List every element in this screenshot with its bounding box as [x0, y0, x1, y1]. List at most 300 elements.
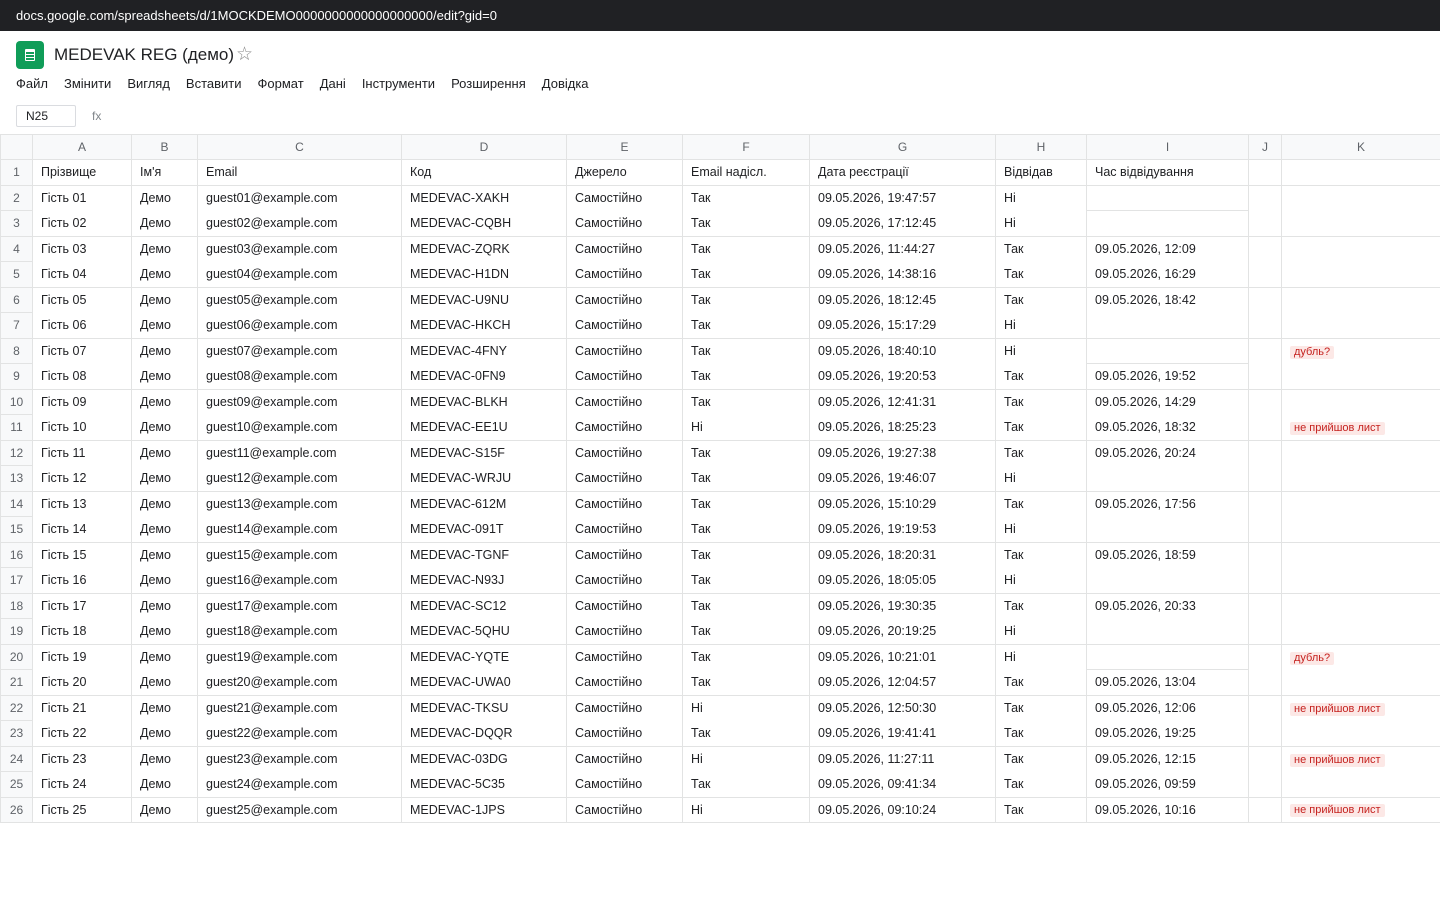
cell[interactable]: MEDEVAC-0FN9 — [402, 364, 567, 390]
cell[interactable]: guest25@example.com — [198, 797, 402, 823]
cell[interactable]: Самостійно — [567, 593, 683, 619]
cell[interactable]: Самостійно — [567, 568, 683, 594]
cell[interactable]: Так — [996, 797, 1087, 823]
cell[interactable]: Гість 15 — [33, 542, 132, 568]
name-box[interactable]: N25 — [16, 105, 76, 127]
cell[interactable] — [1282, 211, 1440, 237]
row-number[interactable]: 4 — [1, 236, 33, 262]
cell[interactable]: 09.05.2026, 13:04 — [1087, 670, 1249, 696]
cell[interactable] — [1282, 287, 1440, 313]
select-all-corner[interactable] — [1, 135, 33, 160]
cell[interactable]: Дата реєстрації — [810, 160, 996, 186]
cell[interactable]: Самостійно — [567, 619, 683, 645]
cell[interactable]: 09.05.2026, 19:20:53 — [810, 364, 996, 390]
cell[interactable]: 09.05.2026, 09:41:34 — [810, 772, 996, 798]
cell[interactable]: Самостійно — [567, 644, 683, 670]
cell[interactable]: 09.05.2026, 19:46:07 — [810, 466, 996, 492]
cell[interactable]: 09.05.2026, 14:29 — [1087, 389, 1249, 415]
cell[interactable]: Код — [402, 160, 567, 186]
cell[interactable]: MEDEVAC-N93J — [402, 568, 567, 594]
cell[interactable]: MEDEVAC-HKCH — [402, 313, 567, 339]
cell[interactable]: Демо — [132, 313, 198, 339]
cell[interactable]: guest12@example.com — [198, 466, 402, 492]
cell[interactable] — [1249, 542, 1282, 568]
cell[interactable]: Самостійно — [567, 236, 683, 262]
menu-data[interactable]: Дані — [319, 76, 346, 91]
column-header-j[interactable]: J — [1249, 135, 1282, 160]
cell[interactable] — [1282, 517, 1440, 543]
cell[interactable] — [1249, 644, 1282, 670]
cell[interactable] — [1282, 593, 1440, 619]
cell[interactable]: MEDEVAC-CQBH — [402, 211, 567, 237]
cell[interactable]: MEDEVAC-DQQR — [402, 721, 567, 747]
cell[interactable]: MEDEVAC-TGNF — [402, 542, 567, 568]
cell[interactable] — [1282, 364, 1440, 390]
cell[interactable]: Гість 11 — [33, 440, 132, 466]
cell[interactable]: Так — [683, 236, 810, 262]
cell[interactable]: Так — [996, 772, 1087, 798]
cell[interactable] — [1249, 338, 1282, 364]
cell[interactable]: 09.05.2026, 18:40:10 — [810, 338, 996, 364]
row-number[interactable]: 25 — [1, 772, 33, 798]
cell[interactable]: Гість 03 — [33, 236, 132, 262]
column-header-a[interactable]: A — [33, 135, 132, 160]
cell[interactable]: Так — [996, 491, 1087, 517]
cell[interactable]: MEDEVAC-YQTE — [402, 644, 567, 670]
column-header-e[interactable]: E — [567, 135, 683, 160]
cell[interactable] — [1249, 619, 1282, 645]
row-number[interactable]: 17 — [1, 568, 33, 594]
cell[interactable]: Демо — [132, 389, 198, 415]
cell[interactable]: Демо — [132, 772, 198, 798]
cell[interactable] — [1249, 389, 1282, 415]
cell[interactable] — [1282, 491, 1440, 517]
cell[interactable]: Так — [683, 287, 810, 313]
cell[interactable]: Email — [198, 160, 402, 186]
cell[interactable]: MEDEVAC-ZQRK — [402, 236, 567, 262]
cell[interactable]: Email надісл. — [683, 160, 810, 186]
cell[interactable]: 09.05.2026, 20:33 — [1087, 593, 1249, 619]
cell[interactable] — [1282, 262, 1440, 288]
cell[interactable]: 09.05.2026, 19:52 — [1087, 364, 1249, 390]
cell[interactable]: guest23@example.com — [198, 746, 402, 772]
cell[interactable]: Демо — [132, 466, 198, 492]
cell[interactable]: Самостійно — [567, 542, 683, 568]
cell[interactable]: 09.05.2026, 12:04:57 — [810, 670, 996, 696]
row-number[interactable]: 16 — [1, 542, 33, 568]
cell[interactable] — [1249, 287, 1282, 313]
cell[interactable]: Так — [996, 236, 1087, 262]
cell[interactable]: Самостійно — [567, 466, 683, 492]
cell[interactable]: Так — [996, 389, 1087, 415]
cell[interactable]: Так — [683, 568, 810, 594]
cell[interactable]: MEDEVAC-5C35 — [402, 772, 567, 798]
cell[interactable]: Так — [996, 262, 1087, 288]
row-number[interactable]: 11 — [1, 415, 33, 441]
cell[interactable]: guest04@example.com — [198, 262, 402, 288]
cell[interactable] — [1249, 491, 1282, 517]
cell[interactable]: guest18@example.com — [198, 619, 402, 645]
cell[interactable] — [1087, 568, 1249, 594]
cell[interactable]: Самостійно — [567, 262, 683, 288]
cell[interactable]: 09.05.2026, 12:09 — [1087, 236, 1249, 262]
row-number[interactable]: 7 — [1, 313, 33, 339]
cell[interactable] — [1282, 542, 1440, 568]
cell[interactable]: Демо — [132, 262, 198, 288]
cell[interactable] — [1282, 415, 1440, 441]
cell[interactable]: guest15@example.com — [198, 542, 402, 568]
cell[interactable] — [1249, 364, 1282, 390]
cell[interactable]: 09.05.2026, 15:17:29 — [810, 313, 996, 339]
cell[interactable]: Так — [683, 517, 810, 543]
cell[interactable]: MEDEVAC-SC12 — [402, 593, 567, 619]
cell[interactable]: Так — [996, 287, 1087, 313]
cell[interactable]: Так — [683, 211, 810, 237]
cell[interactable]: 09.05.2026, 18:32 — [1087, 415, 1249, 441]
cell[interactable]: Гість 21 — [33, 695, 132, 721]
row-number[interactable]: 3 — [1, 211, 33, 237]
cell[interactable]: MEDEVAC-XAKH — [402, 185, 567, 211]
cell[interactable]: 09.05.2026, 10:16 — [1087, 797, 1249, 823]
cell[interactable]: guest10@example.com — [198, 415, 402, 441]
row-number[interactable]: 1 — [1, 160, 33, 186]
cell[interactable]: Гість 17 — [33, 593, 132, 619]
cell[interactable] — [1249, 797, 1282, 823]
cell[interactable]: 09.05.2026, 18:05:05 — [810, 568, 996, 594]
cell[interactable]: Так — [683, 644, 810, 670]
cell[interactable]: Ні — [996, 185, 1087, 211]
cell[interactable] — [1087, 644, 1249, 670]
cell[interactable]: Гість 07 — [33, 338, 132, 364]
cell[interactable] — [1282, 185, 1440, 211]
cell[interactable]: Гість 10 — [33, 415, 132, 441]
row-number[interactable]: 5 — [1, 262, 33, 288]
row-number[interactable]: 6 — [1, 287, 33, 313]
cell[interactable] — [1282, 746, 1440, 772]
cell[interactable]: MEDEVAC-03DG — [402, 746, 567, 772]
cell[interactable] — [1087, 338, 1249, 364]
cell[interactable]: 09.05.2026, 20:19:25 — [810, 619, 996, 645]
cell[interactable]: Гість 16 — [33, 568, 132, 594]
cell[interactable]: guest19@example.com — [198, 644, 402, 670]
cell[interactable]: 09.05.2026, 18:25:23 — [810, 415, 996, 441]
column-header-i[interactable]: I — [1087, 135, 1249, 160]
cell[interactable]: 09.05.2026, 19:25 — [1087, 721, 1249, 747]
cell[interactable]: Гість 25 — [33, 797, 132, 823]
cell[interactable]: 09.05.2026, 18:59 — [1087, 542, 1249, 568]
cell[interactable] — [1282, 619, 1440, 645]
row-number[interactable]: 2 — [1, 185, 33, 211]
cell[interactable]: Так — [683, 619, 810, 645]
cell[interactable]: Гість 04 — [33, 262, 132, 288]
cell[interactable]: guest05@example.com — [198, 287, 402, 313]
cell[interactable]: 09.05.2026, 19:47:57 — [810, 185, 996, 211]
cell[interactable] — [1282, 338, 1440, 364]
cell[interactable]: Демо — [132, 721, 198, 747]
cell[interactable]: Ні — [683, 415, 810, 441]
cell[interactable]: Так — [683, 338, 810, 364]
cell[interactable]: guest20@example.com — [198, 670, 402, 696]
cell[interactable]: 09.05.2026, 15:10:29 — [810, 491, 996, 517]
menu-insert[interactable]: Вставити — [185, 76, 242, 91]
cell[interactable] — [1249, 185, 1282, 211]
cell[interactable] — [1282, 466, 1440, 492]
cell[interactable]: Ні — [996, 338, 1087, 364]
star-icon[interactable]: ☆ — [236, 44, 254, 65]
cell[interactable]: MEDEVAC-U9NU — [402, 287, 567, 313]
cell[interactable]: Демо — [132, 619, 198, 645]
menu-edit[interactable]: Змінити — [63, 76, 112, 91]
cell[interactable]: Демо — [132, 670, 198, 696]
column-header-h[interactable]: H — [996, 135, 1087, 160]
cell[interactable]: Самостійно — [567, 670, 683, 696]
row-number[interactable]: 12 — [1, 440, 33, 466]
cell[interactable] — [1282, 236, 1440, 262]
cell[interactable] — [1282, 772, 1440, 798]
cell[interactable]: Так — [683, 542, 810, 568]
cell[interactable]: Гість 13 — [33, 491, 132, 517]
cell[interactable]: Так — [996, 721, 1087, 747]
cell[interactable]: Демо — [132, 364, 198, 390]
cell[interactable]: guest16@example.com — [198, 568, 402, 594]
column-header-f[interactable]: F — [683, 135, 810, 160]
cell[interactable]: guest03@example.com — [198, 236, 402, 262]
cell[interactable] — [1282, 160, 1440, 186]
cell[interactable]: MEDEVAC-S15F — [402, 440, 567, 466]
cell[interactable]: Гість 14 — [33, 517, 132, 543]
cell[interactable]: 09.05.2026, 18:12:45 — [810, 287, 996, 313]
cell[interactable]: Гість 20 — [33, 670, 132, 696]
cell[interactable]: 09.05.2026, 12:50:30 — [810, 695, 996, 721]
cell[interactable]: guest07@example.com — [198, 338, 402, 364]
cell[interactable]: MEDEVAC-1JPS — [402, 797, 567, 823]
cell[interactable]: Так — [996, 670, 1087, 696]
cell[interactable] — [1282, 721, 1440, 747]
menu-help[interactable]: Довідка — [541, 76, 589, 91]
cell[interactable]: Самостійно — [567, 695, 683, 721]
cell[interactable]: Демо — [132, 211, 198, 237]
row-number[interactable]: 18 — [1, 593, 33, 619]
cell[interactable]: Демо — [132, 185, 198, 211]
row-number[interactable]: 26 — [1, 797, 33, 823]
cell[interactable] — [1249, 772, 1282, 798]
cell[interactable]: MEDEVAC-BLKH — [402, 389, 567, 415]
cell[interactable]: guest06@example.com — [198, 313, 402, 339]
cell[interactable]: Гість 24 — [33, 772, 132, 798]
cell[interactable]: 09.05.2026, 09:59 — [1087, 772, 1249, 798]
row-number[interactable]: 22 — [1, 695, 33, 721]
cell[interactable]: Гість 06 — [33, 313, 132, 339]
cell[interactable]: 09.05.2026, 18:42 — [1087, 287, 1249, 313]
menu-file[interactable]: Файл — [16, 76, 48, 91]
cell[interactable]: Демо — [132, 644, 198, 670]
cell[interactable]: MEDEVAC-091T — [402, 517, 567, 543]
cell[interactable] — [1282, 644, 1440, 670]
cell[interactable] — [1087, 619, 1249, 645]
cell[interactable]: Самостійно — [567, 313, 683, 339]
column-header-g[interactable]: G — [810, 135, 996, 160]
cell[interactable]: Самостійно — [567, 389, 683, 415]
cell[interactable] — [1249, 568, 1282, 594]
row-number[interactable]: 23 — [1, 721, 33, 747]
menu-view[interactable]: Вигляд — [127, 76, 170, 91]
cell[interactable]: Самостійно — [567, 517, 683, 543]
cell[interactable]: 09.05.2026, 11:44:27 — [810, 236, 996, 262]
document-title[interactable]: MEDEVAK REG (демо) — [54, 45, 234, 64]
cell[interactable] — [1249, 313, 1282, 339]
cell[interactable]: Самостійно — [567, 746, 683, 772]
row-number[interactable]: 10 — [1, 389, 33, 415]
cell[interactable]: Так — [683, 593, 810, 619]
cell[interactable]: MEDEVAC-TKSU — [402, 695, 567, 721]
cell[interactable] — [1249, 440, 1282, 466]
cell[interactable]: Так — [683, 772, 810, 798]
cell[interactable] — [1249, 593, 1282, 619]
cell[interactable] — [1282, 389, 1440, 415]
cell[interactable]: Гість 23 — [33, 746, 132, 772]
cell[interactable]: Гість 12 — [33, 466, 132, 492]
cell[interactable]: Так — [996, 440, 1087, 466]
cell[interactable]: guest13@example.com — [198, 491, 402, 517]
cell[interactable] — [1282, 695, 1440, 721]
cell[interactable]: 09.05.2026, 12:06 — [1087, 695, 1249, 721]
cell[interactable]: guest01@example.com — [198, 185, 402, 211]
cell[interactable]: Демо — [132, 287, 198, 313]
cell[interactable]: Так — [996, 593, 1087, 619]
cell[interactable]: Відвідав — [996, 160, 1087, 186]
cell[interactable]: Демо — [132, 517, 198, 543]
cell[interactable]: Демо — [132, 440, 198, 466]
cell[interactable]: MEDEVAC-EE1U — [402, 415, 567, 441]
cell[interactable] — [1249, 721, 1282, 747]
cell[interactable]: Гість 18 — [33, 619, 132, 645]
cell[interactable]: guest22@example.com — [198, 721, 402, 747]
cell[interactable]: Самостійно — [567, 364, 683, 390]
cell[interactable]: Самостійно — [567, 440, 683, 466]
cell[interactable] — [1282, 797, 1440, 823]
cell[interactable]: Так — [996, 746, 1087, 772]
cell[interactable]: 09.05.2026, 19:30:35 — [810, 593, 996, 619]
menu-tools[interactable]: Інструменти — [361, 76, 436, 91]
cell[interactable]: Самостійно — [567, 491, 683, 517]
cell[interactable]: Самостійно — [567, 338, 683, 364]
cell[interactable]: Гість 09 — [33, 389, 132, 415]
sheets-logo-icon[interactable] — [16, 41, 44, 69]
cell[interactable]: Ні — [996, 619, 1087, 645]
cell[interactable]: Так — [683, 262, 810, 288]
column-header-b[interactable]: B — [132, 135, 198, 160]
cell[interactable]: Демо — [132, 746, 198, 772]
cell[interactable]: Ім'я — [132, 160, 198, 186]
cell[interactable]: Так — [683, 440, 810, 466]
cell[interactable]: guest24@example.com — [198, 772, 402, 798]
cell[interactable] — [1249, 415, 1282, 441]
cell[interactable]: Ні — [996, 517, 1087, 543]
cell[interactable]: MEDEVAC-612M — [402, 491, 567, 517]
cell[interactable]: Так — [996, 364, 1087, 390]
cell[interactable]: Гість 05 — [33, 287, 132, 313]
cell[interactable]: 09.05.2026, 20:24 — [1087, 440, 1249, 466]
cell[interactable]: guest09@example.com — [198, 389, 402, 415]
row-number[interactable]: 9 — [1, 364, 33, 390]
row-number[interactable]: 8 — [1, 338, 33, 364]
cell[interactable]: Демо — [132, 236, 198, 262]
cell[interactable]: guest17@example.com — [198, 593, 402, 619]
cell[interactable]: guest11@example.com — [198, 440, 402, 466]
cell[interactable]: Самостійно — [567, 185, 683, 211]
cell[interactable]: MEDEVAC-5QHU — [402, 619, 567, 645]
cell[interactable] — [1249, 160, 1282, 186]
cell[interactable]: Самостійно — [567, 721, 683, 747]
cell[interactable]: MEDEVAC-4FNY — [402, 338, 567, 364]
cell[interactable]: Ні — [996, 313, 1087, 339]
row-number[interactable]: 14 — [1, 491, 33, 517]
cell[interactable] — [1087, 185, 1249, 211]
cell[interactable]: Так — [683, 389, 810, 415]
cell[interactable]: Ні — [996, 644, 1087, 670]
cell[interactable]: Так — [683, 670, 810, 696]
cell[interactable]: guest21@example.com — [198, 695, 402, 721]
cell[interactable]: Демо — [132, 593, 198, 619]
cell[interactable]: Ні — [996, 568, 1087, 594]
cell[interactable]: Самостійно — [567, 287, 683, 313]
cell[interactable]: 09.05.2026, 19:19:53 — [810, 517, 996, 543]
cell[interactable]: Демо — [132, 568, 198, 594]
cell[interactable]: 09.05.2026, 12:41:31 — [810, 389, 996, 415]
cell[interactable]: MEDEVAC-WRJU — [402, 466, 567, 492]
cell[interactable]: Демо — [132, 542, 198, 568]
cell[interactable]: Так — [996, 542, 1087, 568]
cell[interactable]: 09.05.2026, 17:56 — [1087, 491, 1249, 517]
cell[interactable] — [1249, 236, 1282, 262]
cell[interactable]: Так — [996, 415, 1087, 441]
cell[interactable]: Самостійно — [567, 415, 683, 441]
cell[interactable] — [1087, 517, 1249, 543]
cell[interactable]: Самостійно — [567, 797, 683, 823]
cell[interactable]: 09.05.2026, 16:29 — [1087, 262, 1249, 288]
cell[interactable]: guest08@example.com — [198, 364, 402, 390]
cell[interactable]: 09.05.2026, 09:10:24 — [810, 797, 996, 823]
cell[interactable] — [1249, 670, 1282, 696]
row-number[interactable]: 20 — [1, 644, 33, 670]
cell[interactable]: Так — [683, 313, 810, 339]
cell[interactable]: Так — [683, 364, 810, 390]
cell[interactable]: Так — [996, 695, 1087, 721]
cell[interactable] — [1087, 313, 1249, 339]
cell[interactable]: Демо — [132, 491, 198, 517]
cell[interactable]: Ні — [683, 746, 810, 772]
cell[interactable] — [1249, 517, 1282, 543]
cell[interactable] — [1087, 211, 1249, 237]
cell[interactable] — [1282, 568, 1440, 594]
cell[interactable] — [1282, 670, 1440, 696]
cell[interactable]: Самостійно — [567, 211, 683, 237]
cell[interactable] — [1249, 466, 1282, 492]
row-number[interactable]: 15 — [1, 517, 33, 543]
cell[interactable]: guest14@example.com — [198, 517, 402, 543]
cell[interactable]: Демо — [132, 338, 198, 364]
menu-format[interactable]: Формат — [257, 76, 304, 91]
row-number[interactable]: 19 — [1, 619, 33, 645]
cell[interactable]: 09.05.2026, 10:21:01 — [810, 644, 996, 670]
column-header-d[interactable]: D — [402, 135, 567, 160]
cell[interactable]: Гість 08 — [33, 364, 132, 390]
cell[interactable]: Демо — [132, 695, 198, 721]
cell[interactable]: Так — [683, 721, 810, 747]
cell[interactable]: Демо — [132, 797, 198, 823]
cell[interactable]: 09.05.2026, 11:27:11 — [810, 746, 996, 772]
cell[interactable]: 09.05.2026, 19:41:41 — [810, 721, 996, 747]
